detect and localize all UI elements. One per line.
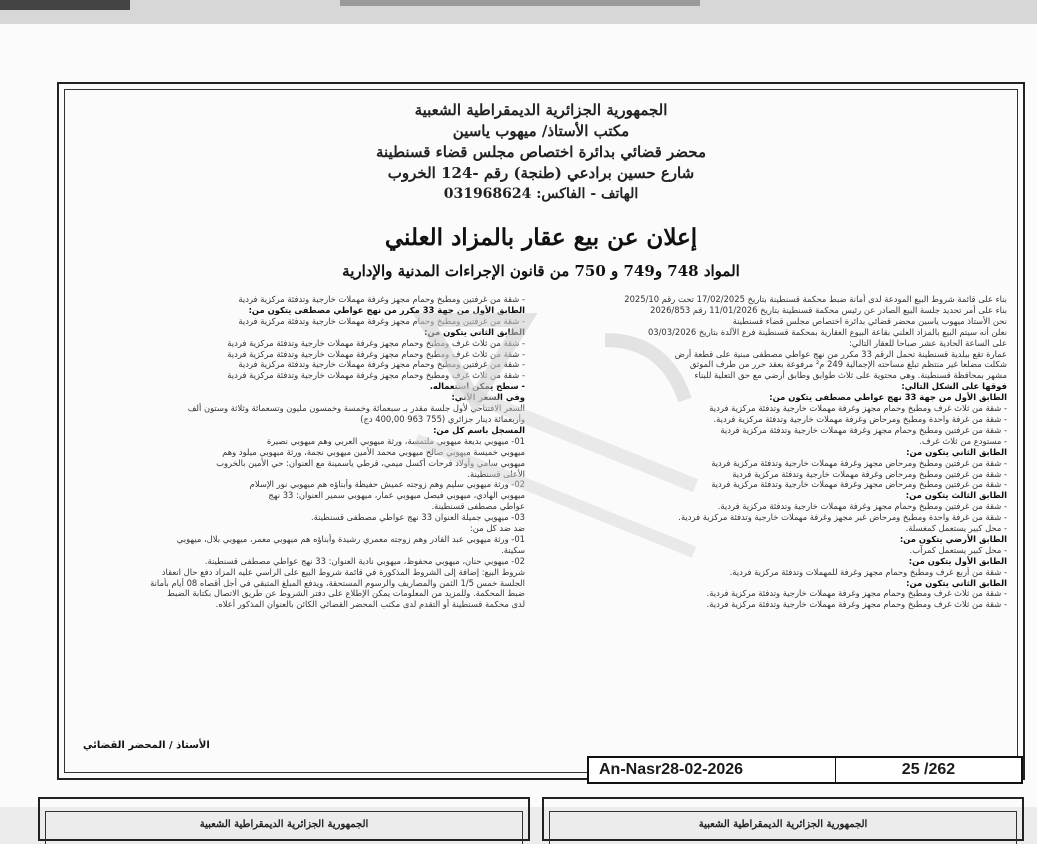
bottom-ad-right-text: الجمهورية الجزائرية الديمقراطية الشعبية (698, 819, 868, 830)
notice-left-column (75, 294, 525, 610)
notice-line: - شقة من أربع غرف ومطبخ وحمام مجهز وغرفة للمهملات وتدفئة مركزية فردية. (729, 566, 1007, 577)
notice-line: - محل كبير يستعمل كمرآب. (909, 544, 1007, 555)
office-line: مكتب الأستاذ/ ميهوب ياسين (452, 122, 630, 140)
notice-line: الطابق الثاني يتكون من: (906, 577, 1007, 588)
notice-line: الطابق الثاني يتكون من: (424, 326, 525, 337)
notice-line: الطابق الأول من جهة 33 مكرر من نهج عواطي مصطفى يتكون من: (248, 304, 525, 315)
notice-line: - شقة من ثلاث غرف ومطبخ وحمام مجهز وغرفة مهملات خارجية وتدفئة مركزية فردية. (706, 599, 1007, 610)
notice-line: - شقة من غرفة واحدة ومطبخ ومرحاض وغرفة مهملات خارجية وتدفئة مركزية فردية. (713, 413, 1007, 424)
notice-line: 01- ميهوبي بديعة ميهوبي ملتمسة، ورثة ميهوبي العربي وهم ميهوبي نصيرة (266, 435, 525, 446)
notice-line: - شقة من غرفة واحدة ومطبخ ومرحاض غير مجهز وغرفة مهملات خارجية وتدفئة مركزية فردية. (678, 512, 1007, 523)
notice-line: - سطح يمكن استعماله. (429, 381, 525, 392)
notice-line: ميهوبي الهادي، ميهوبي فيصل ميهوبي عمار، ميهوبي سمير العنوان: 33 نهج (268, 490, 525, 501)
notice-line: - شقة من غرفتين ومطبخ وحمام مجهز وغرفة مهملات خارجية وتدفئة مركزية فردية (720, 424, 1007, 435)
notice-line: الطابق الثالث يتكون من: (905, 490, 1007, 501)
notice-line: نعلن أنه سيتم البيع بالمزاد العلني بقاعة البيوع العقارية بمحكمة قسنطينة فرع الآلدة بتاريخ 03/03/2026 (647, 326, 1007, 337)
phone-line (65, 184, 1017, 205)
footer-reference-box (587, 756, 1023, 784)
bailiff-line: محضر قضائي بدائرة اختصاص مجلس قضاء قسنطينة (375, 143, 707, 161)
notice-line: الطابق الأول يتكون من: (908, 555, 1007, 566)
newspaper-page (0, 24, 1037, 830)
bottom-ad-right (542, 797, 1024, 841)
street-line: شارع حسين برادعي (طنجة) رقم -124 الخروب (387, 164, 695, 182)
notice-line: - شقة من غرفتين ومطبخ وحمام مجهز وغرفة مهملات خارجية وتدفئة مركزية فردية (238, 359, 525, 370)
notice-line: لدى محكمة قسنطينة أو التقدم لدى مكتب المحضر القضائي الكائن بالعنوان المذكور أعلاه. (215, 599, 525, 610)
top-band-dark-strip (0, 0, 130, 10)
notice-line: الطابق الأرضي يتكون من: (899, 533, 1007, 544)
notice-line: - محل كبير يستعمل كمغسلة. (905, 523, 1007, 534)
bottom-ad-left (38, 797, 530, 841)
notice-title: إعلان عن بيع عقار بالمزاد العلني (384, 224, 698, 251)
phone-label: الهاتف - الفاكس: (536, 186, 639, 202)
notice-line: - شقة من غرفتين ومطبخ وحمام مجهز وغرفة مهملات خارجية وتدفئة مركزية فردية (238, 294, 525, 304)
notice-line: عواطي مصطفى قسنطينة. (431, 501, 525, 512)
notice-header (65, 100, 1017, 205)
notice-line: - شقة من ثلاث غرف ومطبخ وحمام مجهز وغرفة مهملات خارجية وتدفئة مركزية فردية (227, 348, 525, 359)
notice-line: الطابق الأول من جهة 33 نهج عواطي مصطفى يتكون من: (769, 392, 1007, 403)
notice-line: 03- ميهوبي جميلة العنوان 33 نهج عواطي مصطفى قسنطينة. (310, 512, 525, 523)
top-band-grey-strip (340, 0, 700, 6)
notice-line: 02- ورثة ميهوبي سليم وهم زوجته عميش حفيظة وأبناؤه هم ميهوبي نور الإسلام (249, 479, 525, 490)
notice-line: - شقة من ثلاث غرف ومطبخ وحمام مجهز وغرفة مهملات خارجية وتدفئة مركزية فردية (227, 370, 525, 381)
notice-line: - شقة من غرفتين ومطبخ وحمام مجهز وغرفة مهملات خارجية وتدفئة مركزية فردية. (717, 501, 1007, 512)
notice-line: سكينة. (501, 544, 525, 555)
legal-notice-inner-frame (64, 89, 1018, 778)
republic-line: الجمهورية الجزائرية الديمقراطية الشعبية (414, 101, 668, 119)
notice-subtitle: المواد 748 و749 و 750 من قانون الإجراءات المدنية والإدارية (342, 262, 740, 280)
notice-right-column (562, 294, 1007, 610)
notice-line: نحن الأستاذ ميهوب ياسين محضر قضائي بدائرة اختصاص مجلس قضاء قسنطينة (732, 315, 1007, 326)
phone-number: 031968624 (443, 186, 532, 202)
notice-line: ميهوبي خميسة ميهوبي صالح ميهوبي محمد الأمين ميهوبي نجمة، ورثة ميهوبي ميلود وهم (222, 446, 525, 457)
notice-line: 01- ورثة ميهوبي عبد القادر وهم زوجته معمري رشيدة وأبناؤه هم ميهوبي معمر، ميهوبي بلال، ميهوبي (176, 533, 525, 544)
notice-line: الأعلى قسنطينة. (467, 468, 525, 479)
notice-line: - شقة من ثلاث غرف ومطبخ وحمام مجهز وغرفة مهملات خارجية وتدفئة مركزية فردية. (706, 588, 1007, 599)
newspaper-date: An-Nasr28-02-2026 (589, 758, 836, 782)
notice-line: المسجل باسم كل من: (433, 424, 525, 435)
notice-reference-number: 25 /262 (901, 761, 956, 778)
notice-line: - شقة من غرفتين ومطبخ ومرحاض وغرفة مهملات خارجية وتدفئة مركزية فردية (732, 468, 1007, 479)
notice-line: ضد ضد كل من: (469, 523, 525, 534)
notice-line: الطابق الثاني يتكون من: (906, 446, 1007, 457)
bottom-ad-left-text: الجمهورية الجزائرية الديمقراطية الشعبية (199, 819, 369, 830)
notice-line: - شقة من غرفتين ومطبخ ومرحاض مجهز وغرفة مهملات خارجية وتدفئة مركزية فردية (711, 479, 1007, 490)
legal-notice-frame (57, 82, 1025, 780)
notice-line: - شقة من ثلاث غرف ومطبخ وحمام مجهز وغرفة مهملات خارجية وتدفئة مركزية فردية (709, 403, 1007, 414)
notice-line: الجلسة خمس 1/5 الثمن والمصاريف والرسوم المستحقة، ويدفع المبلغ المتبقي في أجل أقصاه 08 أيام بأمانة (150, 577, 525, 588)
notice-line: وأربعمائة دينار جزائري (755 963 400,00 دج) (360, 413, 525, 424)
notice-line: - شقة من ثلاث غرف ومطبخ وحمام مجهز وغرفة مهملات خارجية وتدفئة مركزية فردية (227, 337, 525, 348)
notice-line: السعر الافتتاحي لأول جلسة مقدر بـ سبعمائة وخمسة وخمسون مليون وتسعمائة وثلاثة وستون ألف (187, 403, 525, 414)
notice-line: مشهر بمحافظة قسنطينة. وهي محتوية على ثلاث طوابق وطابق أرضي مع حق التعلية للبناء (694, 370, 1007, 381)
notice-line: عمارة تقع ببلدية قسنطينة تحمل الرقم 33 مكرر من نهج عواطي مصطفى مبنية على قطعة أرض (674, 348, 1007, 359)
notice-line: شكلت مضلعا غير منتظم تبلغ مساحته الإجمالية 249 م² مرفوعة بعقد حرر من طرف الموثق (689, 359, 1007, 370)
notice-line: - شقة من غرفتين ومطبخ وحمام مجهز وغرفة مهملات خارجية وتدفئة مركزية فردية (238, 315, 525, 326)
notice-line: - مستودع من ثلاث غرف. (919, 435, 1007, 446)
notice-line: شروط البيع: إضافة إلى الشروط المذكورة في قائمة شروط البيع على الراسي عليه المزاد دفع حال انعقاد (161, 566, 525, 577)
notice-line: 02- ميهوبي حنان، ميهوبي محفوظ، ميهوبي نادية العنوان: 33 نهج عواطي مصطفى قسنطينة. (204, 555, 525, 566)
notice-line: - شقة من غرفتين ومطبخ ومرحاض مجهز وغرفة مهملات خارجية وتدفئة مركزية فردية (711, 457, 1007, 468)
signature-line: الأستاذ / المحضر القضائي (83, 740, 210, 751)
notice-line: ضبط المحكمة. وللمزيد من المعلومات يمكن الإطلاع على دفتر الشروط عن طريق الاتصال بكتابة الضبط (167, 588, 525, 599)
notice-line: وفي السعر الآتي: (451, 392, 525, 403)
notice-line: على الساعة الحادية عشر صباحا للعقار التالي: (848, 337, 1007, 348)
notice-line: بناء على قائمة شروط البيع المودعة لدى أمانة ضبط محكمة قسنطينة بتاريخ 17/02/2025 تحت رقم 2025/10 (624, 294, 1007, 304)
notice-line: فوقها على الشكل التالي: (901, 381, 1007, 392)
notice-line: ميهوبي سامي وأولاد فرحات أكسل ميمي، قرطي ياسمينة مع العنوان: حي الأمين بالخروب (216, 457, 525, 468)
notice-line: بناء على أمر تحديد جلسة البيع الصادر عن رئيس محكمة قسنطينة بتاريخ 11/01/2026 رقم 2026/853 (650, 304, 1007, 315)
top-band (0, 0, 1037, 25)
